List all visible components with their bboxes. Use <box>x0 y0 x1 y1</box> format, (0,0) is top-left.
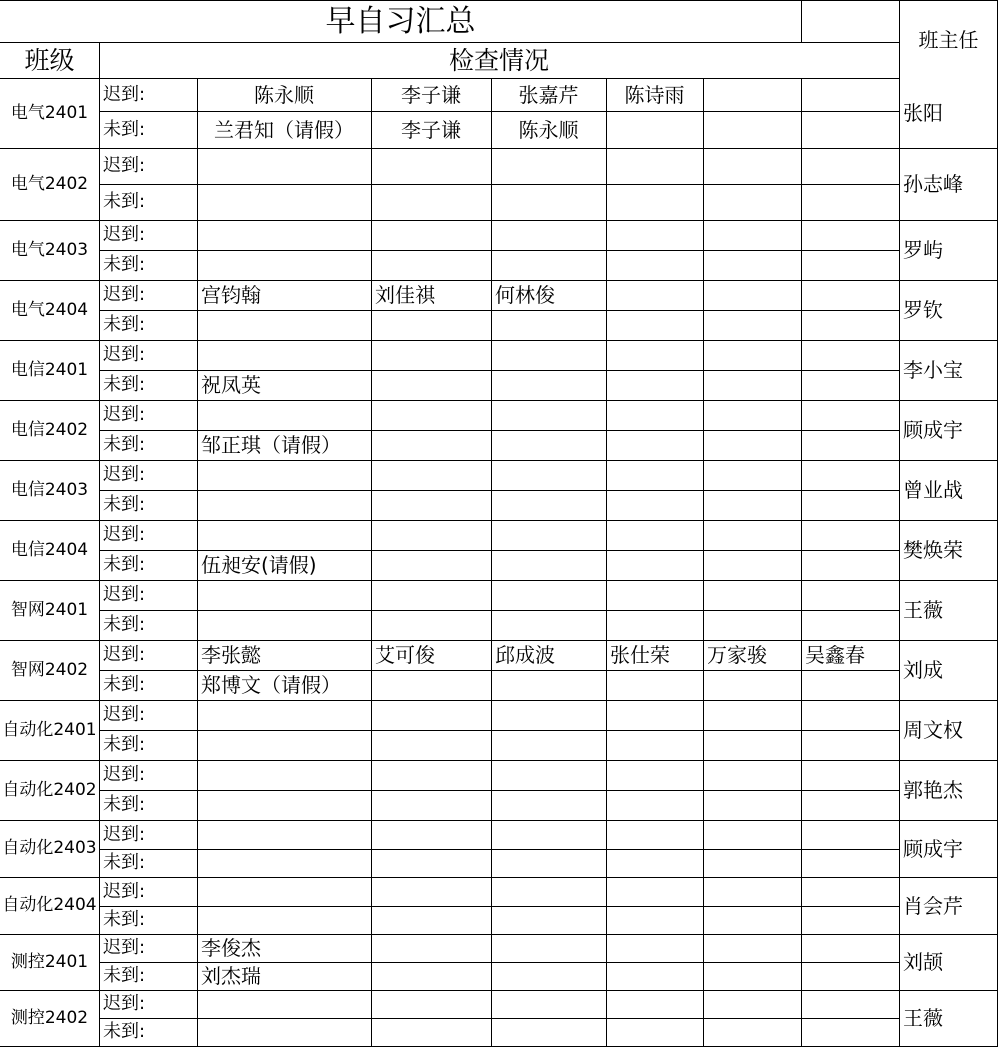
absent-student-name: 祝凤英 <box>201 373 261 397</box>
grid-line <box>801 990 802 1047</box>
class-name-cell: 电气2402 <box>10 173 89 194</box>
late-label: 迟到: <box>103 524 146 545</box>
class-name-cell: 电信2402 <box>10 419 89 440</box>
grid-line <box>371 820 372 878</box>
late-label: 迟到: <box>103 644 146 665</box>
absent-label: 未到: <box>103 852 146 873</box>
head-teacher-cell: 肖会芹 <box>903 893 963 918</box>
grid-line <box>197 990 198 1047</box>
class-name-cell: 自动化2401 <box>2 719 97 740</box>
grid-line <box>491 220 492 281</box>
absent-label: 未到: <box>103 674 146 695</box>
grid-line <box>606 934 607 991</box>
absent-label: 未到: <box>103 614 146 635</box>
grid-line <box>801 700 802 761</box>
grid-line <box>801 580 802 641</box>
head-teacher-cell: 郭艳杰 <box>903 778 963 802</box>
head-teacher-cell: 李小宝 <box>903 358 963 382</box>
head-teacher-cell: 王薇 <box>903 598 943 622</box>
late-label: 迟到: <box>103 404 146 425</box>
grid-line <box>703 700 704 761</box>
grid-line <box>606 580 607 641</box>
head-teacher-cell: 罗屿 <box>903 238 943 262</box>
grid-line <box>197 877 198 935</box>
late-student-name: 万家骏 <box>707 643 767 667</box>
grid-line <box>491 400 492 461</box>
grid-line <box>491 820 492 878</box>
grid-line <box>371 520 372 581</box>
grid-line <box>606 400 607 461</box>
head-teacher-cell: 顾成宇 <box>903 836 963 861</box>
class-name-cell: 电信2403 <box>10 479 89 500</box>
absent-student-name: 李子谦 <box>401 117 461 142</box>
absent-student-name: 郑博文（请假） <box>201 673 341 697</box>
grid-line <box>703 220 704 281</box>
late-label: 迟到: <box>103 464 146 485</box>
grid-line <box>491 990 492 1047</box>
head-teacher-cell: 孙志峰 <box>903 172 963 196</box>
late-label: 迟到: <box>103 344 146 365</box>
late-label: 迟到: <box>103 83 146 105</box>
grid-line <box>801 340 802 401</box>
late-label: 迟到: <box>103 284 146 305</box>
head-teacher-cell: 曾业战 <box>903 478 963 502</box>
class-name-cell: 电信2404 <box>10 539 89 560</box>
grid-line <box>99 250 900 251</box>
class-name-cell: 电气2401 <box>10 102 89 123</box>
grid-line <box>703 340 704 401</box>
absent-label: 未到: <box>103 374 146 395</box>
grid-line <box>703 760 704 821</box>
absent-label: 未到: <box>103 554 146 575</box>
absent-label: 未到: <box>103 794 146 815</box>
late-student-name: 李张懿 <box>201 643 261 667</box>
grid-line <box>99 610 900 611</box>
absent-student-name: 刘杰瑞 <box>201 964 261 988</box>
late-student-name: 李子谦 <box>401 82 461 107</box>
grid-line <box>491 580 492 641</box>
grid-line <box>801 220 802 281</box>
grid-line <box>606 877 607 935</box>
grid-line <box>801 400 802 461</box>
class-name-cell: 自动化2403 <box>2 838 97 858</box>
grid-line <box>606 220 607 281</box>
grid-line <box>801 760 802 821</box>
grid-line <box>99 310 900 311</box>
sheet-title: 早自习汇总 <box>325 4 476 39</box>
grid-line <box>99 906 900 907</box>
absent-label: 未到: <box>103 734 146 755</box>
grid-line <box>99 790 900 791</box>
grid-line <box>371 340 372 401</box>
grid-line <box>197 580 198 641</box>
class-name-cell: 测控2401 <box>10 951 89 972</box>
grid-line <box>801 877 802 935</box>
head-teacher-cell: 樊焕荣 <box>903 538 963 562</box>
grid-line <box>801 0 802 43</box>
grid-line <box>606 148 607 221</box>
head-teacher-cell: 周文权 <box>903 718 963 742</box>
late-student-name: 邱成波 <box>495 643 555 667</box>
grid-line <box>99 490 900 491</box>
grid-line <box>99 849 900 850</box>
late-label: 迟到: <box>103 704 146 725</box>
grid-line <box>371 700 372 761</box>
class-column-header: 班级 <box>24 46 75 75</box>
grid-line <box>0 42 900 43</box>
grid-line <box>99 730 900 731</box>
grid-line <box>371 148 372 221</box>
late-student-name: 张仕荣 <box>610 643 670 667</box>
class-name-cell: 智网2401 <box>10 599 89 620</box>
grid-line <box>371 990 372 1047</box>
grid-line <box>703 400 704 461</box>
absent-label: 未到: <box>103 118 146 140</box>
absent-student-name: 兰君知（请假） <box>214 117 354 142</box>
grid-line <box>491 148 492 221</box>
grid-line <box>371 760 372 821</box>
grid-line <box>491 700 492 761</box>
absent-student-name: 陈永顺 <box>518 117 579 142</box>
grid-line <box>703 520 704 581</box>
grid-line <box>197 700 198 761</box>
check-status-header: 检查情况 <box>448 46 549 75</box>
head-teacher-header: 班主任 <box>918 28 979 52</box>
grid-line <box>491 934 492 991</box>
late-student-name: 吴鑫春 <box>805 643 865 667</box>
class-name-cell: 电气2403 <box>10 239 89 260</box>
grid-line <box>197 148 198 221</box>
grid-line <box>801 148 802 221</box>
grid-line <box>606 520 607 581</box>
class-name-cell: 电信2401 <box>10 359 89 380</box>
class-name-cell: 智网2402 <box>10 659 89 680</box>
grid-line <box>606 280 607 341</box>
absent-label: 未到: <box>103 191 146 212</box>
grid-line <box>371 220 372 281</box>
late-label: 迟到: <box>103 823 146 845</box>
grid-line <box>801 460 802 521</box>
grid-line <box>606 990 607 1047</box>
grid-line <box>606 700 607 761</box>
grid-line <box>197 220 198 281</box>
grid-line <box>197 820 198 878</box>
grid-line <box>606 820 607 878</box>
late-student-name: 刘佳祺 <box>375 283 435 307</box>
late-student-name: 艾可俊 <box>375 643 435 667</box>
absent-label: 未到: <box>103 909 146 930</box>
late-label: 迟到: <box>103 224 146 245</box>
grid-line <box>703 580 704 641</box>
late-label: 迟到: <box>103 993 146 1014</box>
late-label: 迟到: <box>103 937 146 958</box>
grid-line <box>703 820 704 878</box>
grid-line <box>0 0 900 1</box>
grid-line <box>703 990 704 1047</box>
absent-label: 未到: <box>103 965 146 986</box>
grid-line <box>703 460 704 521</box>
grid-line <box>606 760 607 821</box>
class-name-cell: 电气2404 <box>10 299 89 320</box>
head-teacher-cell: 顾成宇 <box>903 418 963 442</box>
grid-line <box>801 820 802 878</box>
absent-label: 未到: <box>103 254 146 275</box>
grid-line <box>491 460 492 521</box>
late-student-name: 陈永顺 <box>254 82 314 107</box>
class-name-cell: 测控2402 <box>10 1007 89 1028</box>
absent-student-name: 伍昶安(请假) <box>201 553 317 577</box>
grid-line <box>371 580 372 641</box>
grid-line <box>606 460 607 521</box>
late-label: 迟到: <box>103 584 146 605</box>
class-name-cell: 自动化2404 <box>2 895 97 915</box>
grid-line <box>371 877 372 935</box>
grid-line <box>801 520 802 581</box>
grid-line <box>491 340 492 401</box>
head-teacher-cell: 罗钦 <box>903 298 943 322</box>
absent-label: 未到: <box>103 1021 146 1042</box>
late-student-name: 何林俊 <box>495 283 555 307</box>
head-teacher-cell: 王薇 <box>903 1006 943 1030</box>
grid-line <box>99 1018 900 1019</box>
absent-label: 未到: <box>103 434 146 455</box>
late-student-name: 陈诗雨 <box>624 82 685 107</box>
late-label: 迟到: <box>103 764 146 785</box>
grid-line <box>703 280 704 341</box>
grid-line <box>371 934 372 991</box>
grid-line <box>371 460 372 521</box>
grid-line <box>703 148 704 221</box>
grid-line <box>801 78 802 149</box>
absent-student-name: 邹正琪（请假） <box>201 433 341 457</box>
late-label: 迟到: <box>103 880 146 902</box>
grid-line <box>703 78 704 149</box>
grid-line <box>197 460 198 521</box>
grid-line <box>801 280 802 341</box>
grid-line <box>197 760 198 821</box>
late-student-name: 张嘉芹 <box>518 82 579 107</box>
grid-line <box>703 877 704 935</box>
late-student-name: 李俊杰 <box>201 936 261 960</box>
grid-line <box>801 934 802 991</box>
grid-line <box>703 934 704 991</box>
grid-line <box>371 400 372 461</box>
class-name-cell: 自动化2402 <box>2 779 97 800</box>
head-teacher-cell: 刘成 <box>903 658 943 682</box>
grid-line <box>491 877 492 935</box>
absent-label: 未到: <box>103 314 146 335</box>
head-teacher-cell: 张阳 <box>903 101 943 125</box>
grid-line <box>491 760 492 821</box>
late-student-name: 宫钧翰 <box>201 283 261 307</box>
head-teacher-cell: 刘颉 <box>903 950 943 974</box>
grid-line <box>606 340 607 401</box>
grid-line <box>491 520 492 581</box>
late-label: 迟到: <box>103 155 146 176</box>
absent-label: 未到: <box>103 494 146 515</box>
grid-line <box>99 184 900 185</box>
